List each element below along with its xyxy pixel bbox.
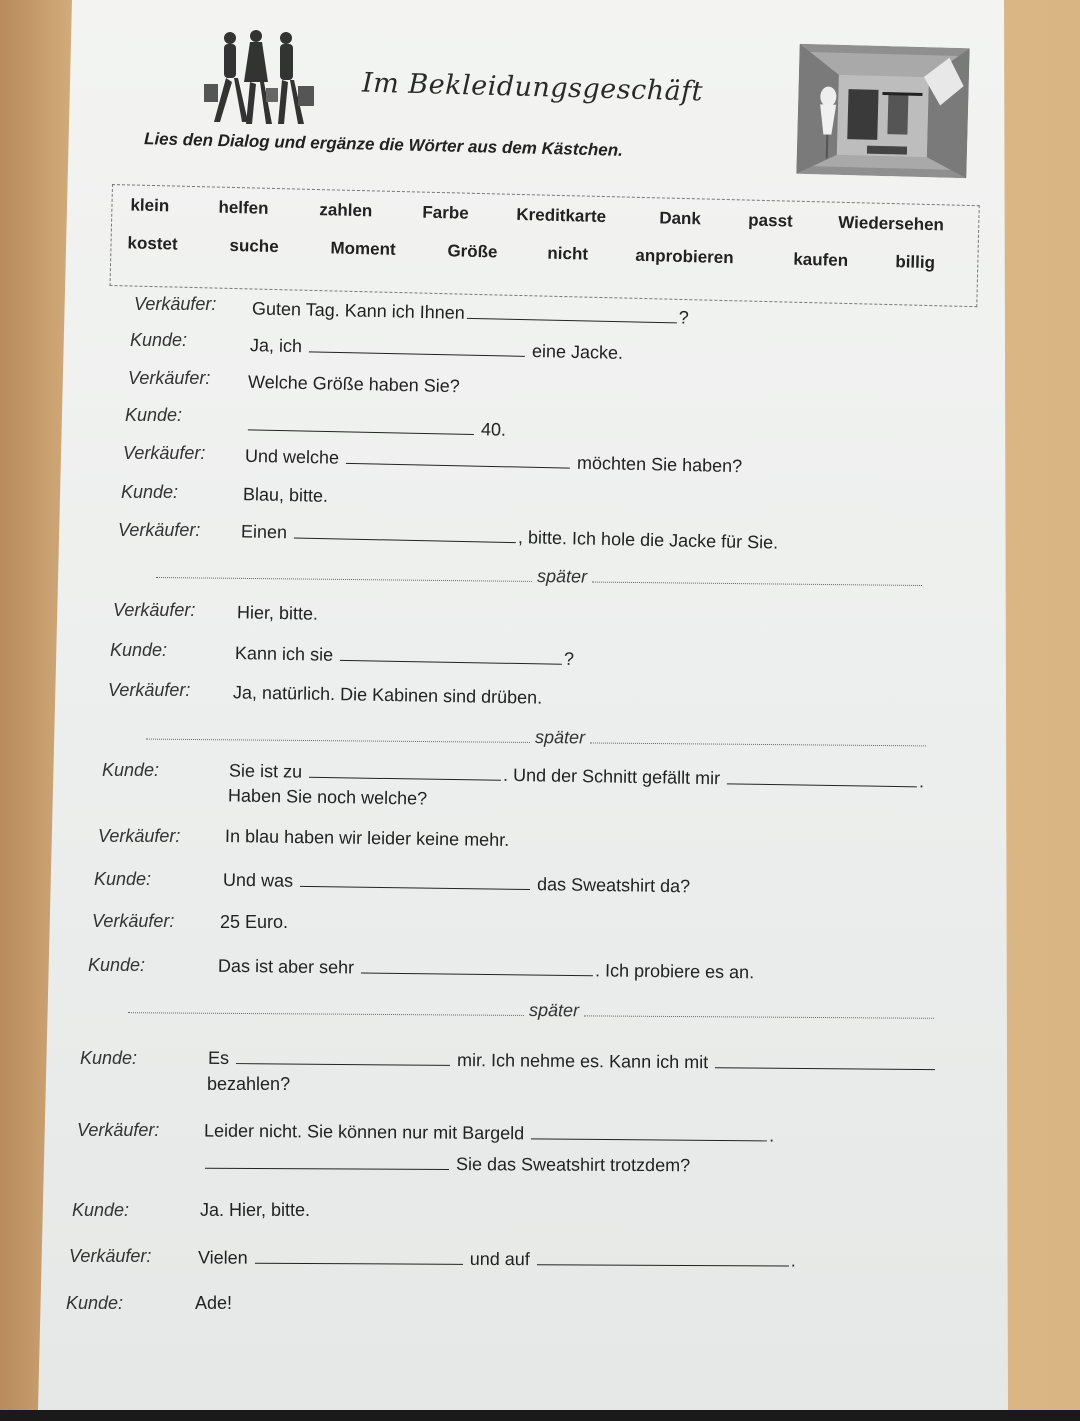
dialog-line: Welche Größe haben Sie? xyxy=(247,371,460,397)
answer-blank[interactable] xyxy=(340,642,562,665)
speaker-label: Kunde: xyxy=(102,760,160,780)
dialog-line: 40. xyxy=(246,411,506,440)
dialog-line-cont: bezahlen? xyxy=(207,1074,291,1094)
word-chip: nicht xyxy=(547,243,589,264)
store-illustration xyxy=(796,44,969,178)
speaker-label: Verkäufer: xyxy=(118,520,201,540)
speaker-label: Verkäufer: xyxy=(92,911,175,931)
dialog-line: In blau haben wir leider keine mehr. xyxy=(224,826,510,850)
time-divider: später xyxy=(156,562,922,591)
dialog-line-cont: Haben Sie noch welche? xyxy=(227,785,428,809)
dialog-line: Hier, bitte. xyxy=(236,602,319,624)
speaker-label: Verkäufer: xyxy=(113,600,196,620)
answer-blank[interactable] xyxy=(531,1120,767,1141)
word-chip: Moment xyxy=(330,238,396,259)
answer-blank[interactable] xyxy=(309,333,525,357)
bottom-edge xyxy=(0,1410,1080,1421)
word-chip: Wiedersehen xyxy=(838,212,945,235)
speaker-label: Kunde: xyxy=(121,482,179,502)
dialog-line: Ja. Hier, bitte. xyxy=(200,1200,311,1220)
dialog-line: Das ist aber sehr . Ich probiere es an. xyxy=(217,955,755,983)
word-chip: Dank xyxy=(659,208,702,229)
time-divider: später xyxy=(146,724,926,752)
word-chip: zahlen xyxy=(319,200,373,221)
dialog-line: Einen , bitte. Ich hole die Jacke für Sie. xyxy=(240,521,779,553)
word-chip: passt xyxy=(748,210,793,231)
answer-blank[interactable] xyxy=(205,1150,449,1170)
dialog-line: Blau, bitte. xyxy=(242,484,329,506)
word-chip: kaufen xyxy=(793,249,849,271)
word-chip: helfen xyxy=(218,197,269,218)
speaker-label: Kunde: xyxy=(125,405,183,425)
speaker-label: Kunde: xyxy=(88,955,146,975)
answer-blank[interactable] xyxy=(309,759,501,781)
speaker-label: Verkäufer: xyxy=(128,368,211,388)
dialog-line: Und was das Sweatshirt da? xyxy=(222,869,691,897)
word-chip: Größe xyxy=(447,241,498,262)
answer-blank[interactable] xyxy=(361,954,593,976)
instruction-text: Lies den Dialog und ergänze die Wörter aus dem Kästchen. xyxy=(143,129,624,160)
page-title: Im Bekleidungsgeschäft xyxy=(361,67,704,108)
word-chip: Kreditkarte xyxy=(516,204,607,227)
speaker-label: Kunde: xyxy=(110,640,168,660)
dialog-line: Und welche möchten Sie haben? xyxy=(244,445,743,477)
speaker-label: Verkäufer: xyxy=(69,1246,152,1266)
speaker-label: Verkäufer: xyxy=(123,443,206,463)
speaker-label: Kunde: xyxy=(66,1293,124,1313)
answer-blank[interactable] xyxy=(346,445,570,469)
word-chip: billig xyxy=(895,252,936,273)
speaker-label: Kunde: xyxy=(80,1048,138,1068)
dialog-line: Ja, natürlich. Die Kabinen sind drüben. xyxy=(232,682,543,708)
speaker-label: Kunde: xyxy=(72,1200,130,1220)
speaker-label: Kunde: xyxy=(130,330,188,350)
word-chip: suche xyxy=(229,235,279,257)
answer-blank[interactable] xyxy=(467,300,677,323)
answer-blank[interactable] xyxy=(727,765,917,787)
answer-blank[interactable] xyxy=(255,1245,463,1265)
answer-blank[interactable] xyxy=(300,868,530,890)
dialog-line: Ja, ich eine Jacke. xyxy=(249,335,624,363)
speaker-label: Verkäufer: xyxy=(77,1120,160,1140)
answer-blank[interactable] xyxy=(294,519,516,543)
word-box xyxy=(110,184,980,307)
answer-blank[interactable] xyxy=(248,411,474,435)
speaker-label: Verkäufer: xyxy=(98,826,181,846)
answer-blank[interactable] xyxy=(537,1246,789,1266)
speaker-label: Verkäufer: xyxy=(134,294,217,314)
dialog-line: Leider nicht. Sie können nur mit Bargeld . xyxy=(203,1120,775,1146)
shoppers-illustration xyxy=(190,26,330,130)
dialog-line: Vielen und auf . xyxy=(198,1244,796,1271)
answer-blank[interactable] xyxy=(236,1045,450,1066)
word-chip: klein xyxy=(130,195,170,216)
dialog-line: Guten Tag. Kann ich Ihnen ? xyxy=(251,298,689,328)
word-chip: anprobieren xyxy=(635,245,734,268)
dialog-line: Kann ich sie ? xyxy=(234,643,575,669)
answer-blank[interactable] xyxy=(715,1049,935,1070)
dialog-line: Sie ist zu . Und der Schnitt gefällt mir . xyxy=(228,760,925,792)
dialog-line: Es mir. Ich nehme es. Kann ich mit xyxy=(208,1045,937,1075)
dialog-line: 25 Euro. xyxy=(220,912,289,932)
speaker-label: Kunde: xyxy=(94,869,152,889)
speaker-label: Verkäufer: xyxy=(108,680,191,700)
dialog-line: Ade! xyxy=(195,1293,233,1313)
word-chip: kostet xyxy=(127,233,178,254)
dialog-line-cont: Sie das Sweatshirt trotzdem? xyxy=(203,1150,690,1177)
time-divider: später xyxy=(128,997,934,1024)
word-chip: Farbe xyxy=(422,202,469,223)
